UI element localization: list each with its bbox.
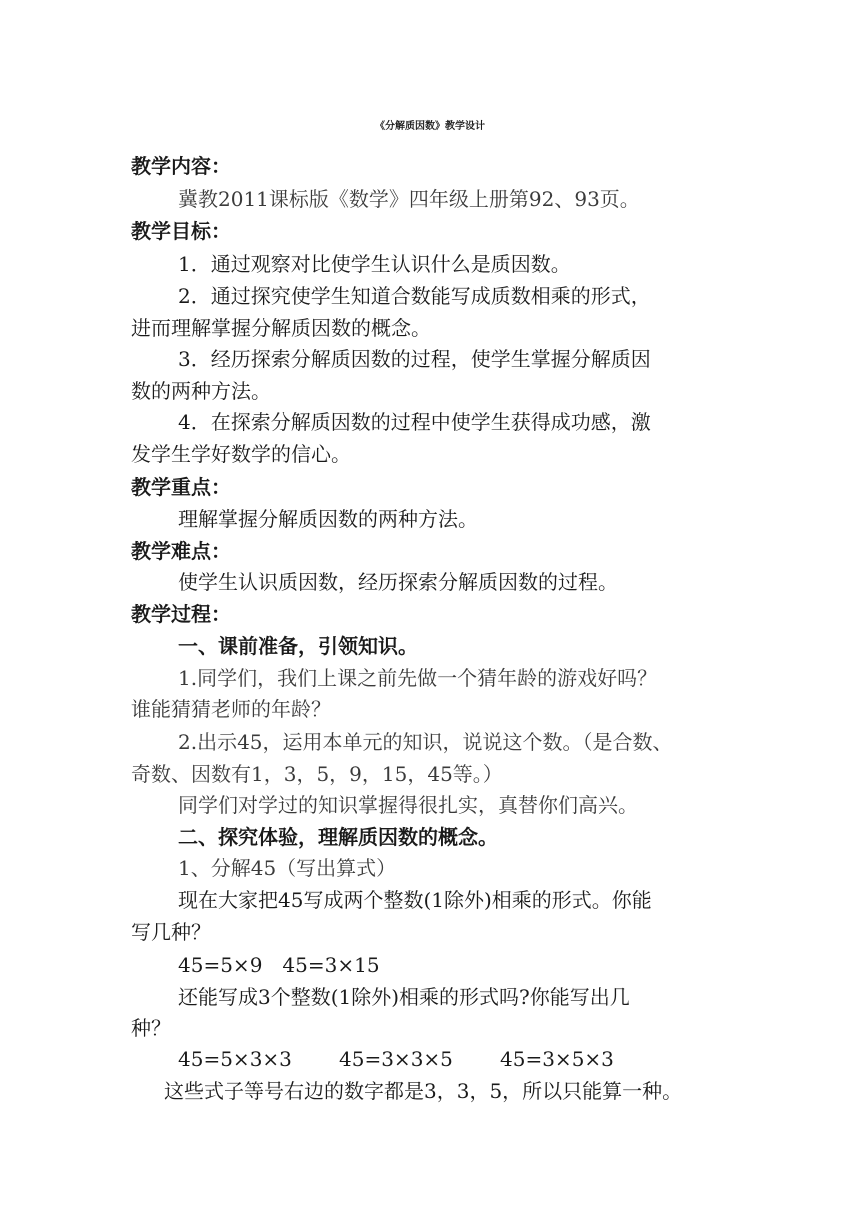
- difficulty-text: 使学生认识质因数，经历探索分解质因数的过程。: [178, 570, 618, 594]
- section2-p1-line2: 写几种？: [131, 920, 211, 944]
- section1-p1-line1: 1.同学们，我们上课之前先做一个猜年龄的游戏好吗？: [178, 666, 658, 690]
- section1-p2-line1: 2.出示45，运用本单元的知识，说说这个数。（是合数、: [178, 730, 673, 754]
- objective-4-line2: 发学生学好数学的信心。: [131, 442, 351, 466]
- objective-4-line1: 4．在探索分解质因数的过程中使学生获得成功感，激: [178, 410, 651, 434]
- section1-p3: 同学们对学过的知识掌握得很扎实，真替你们高兴。: [178, 793, 638, 817]
- heading-content: 教学内容：: [131, 154, 231, 178]
- content-text: 冀教2011课标版《数学》四年级上册第92、93页。: [178, 187, 640, 211]
- section1-heading: 一、课前准备，引领知识。: [178, 634, 418, 658]
- objective-3-line1: 3．经历探索分解质因数的过程，使学生掌握分解质因: [178, 347, 651, 371]
- section1-p2-line2: 奇数、因数有1，3，5，9，15，45等。）: [131, 762, 503, 786]
- section2-step1: 1、分解45（写出算式）: [178, 856, 397, 880]
- equation-2c: 45=3×5×3: [500, 1047, 614, 1071]
- heading-process: 教学过程：: [131, 602, 231, 626]
- equation-1: 45=5×9 45=3×15: [178, 953, 380, 977]
- heading-objectives: 教学目标：: [131, 219, 231, 243]
- objective-3-line2: 数的两种方法。: [131, 379, 271, 403]
- section2-heading: 二、探究体验，理解质因数的概念。: [178, 825, 498, 849]
- section2-p3: 这些式子等号右边的数字都是3，3，5，所以只能算一种。: [164, 1079, 683, 1103]
- objective-2-line2: 进而理解掌握分解质因数的概念。: [131, 316, 431, 340]
- key-point-text: 理解掌握分解质因数的两种方法。: [178, 507, 478, 531]
- section1-p1-line2: 谁能猜猜老师的年龄？: [131, 697, 331, 721]
- page-title: 《分解质因数》教学设计: [375, 121, 485, 132]
- objective-2-line1: 2．通过探究使学生知道合数能写成质数相乘的形式，: [178, 284, 651, 308]
- equation-2b: 45=3×3×5: [339, 1047, 453, 1071]
- heading-difficulty: 教学难点：: [131, 539, 231, 563]
- section2-p2-line2: 种？: [131, 1016, 171, 1040]
- heading-key-point: 教学重点：: [131, 475, 231, 499]
- objective-1: 1．通过观察对比使学生认识什么是质因数。: [178, 252, 571, 276]
- equation-2a: 45=5×3×3: [178, 1047, 292, 1071]
- section2-p1-line1: 现在大家把45写成两个整数(1除外)相乘的形式。你能: [178, 888, 652, 912]
- section2-p2-line1: 还能写成3个整数(1除外)相乘的形式吗?你能写出几: [178, 985, 630, 1009]
